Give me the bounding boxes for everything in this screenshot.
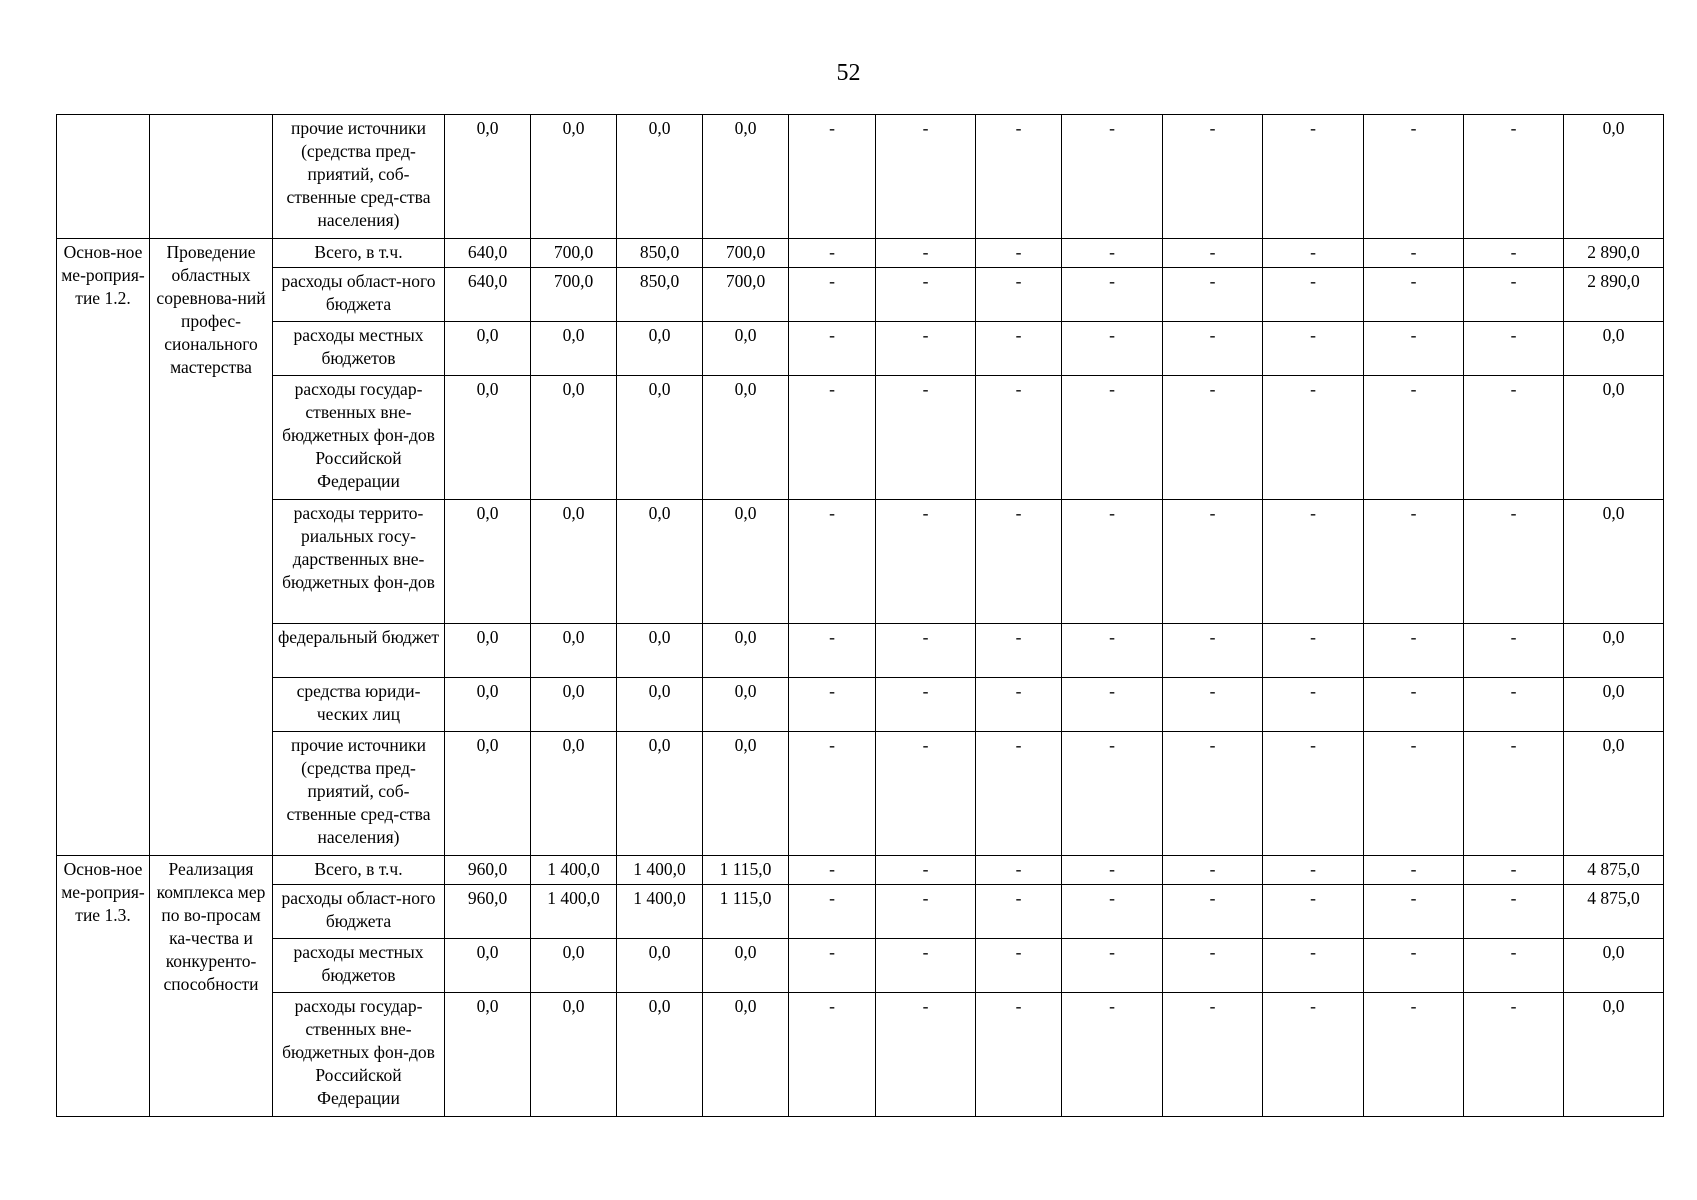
- table-row: [57, 678, 1664, 732]
- funding-source-cell: расходы государ-ственных вне-бюджетных фон-дов Российской Федерации: [273, 376, 445, 500]
- value-cell: 0,0: [703, 678, 789, 732]
- value-cell: -: [1062, 115, 1163, 239]
- value-cell: -: [1464, 268, 1564, 322]
- value-cell: 0,0: [445, 939, 531, 993]
- value-cell: -: [1163, 732, 1263, 856]
- value-cell: -: [1263, 856, 1364, 885]
- activity-code-cell: Основ-ное ме-роприя-тие 1.3.: [57, 856, 150, 1117]
- value-cell: 0,0: [1564, 624, 1664, 678]
- value-cell: -: [1464, 856, 1564, 885]
- funding-source-cell: средства юриди-ческих лиц: [273, 678, 445, 732]
- value-cell: 0,0: [445, 376, 531, 500]
- value-cell: 0,0: [531, 115, 617, 239]
- value-cell: -: [1062, 239, 1163, 268]
- value-cell: -: [1364, 268, 1464, 322]
- value-cell: -: [1163, 115, 1263, 239]
- value-cell: -: [1263, 624, 1364, 678]
- value-cell: -: [1263, 885, 1364, 939]
- value-cell: -: [1163, 500, 1263, 624]
- value-cell: 0,0: [703, 500, 789, 624]
- value-cell: 0,0: [531, 624, 617, 678]
- value-cell: 0,0: [617, 732, 703, 856]
- value-cell: -: [1062, 993, 1163, 1117]
- table-row: [57, 856, 1664, 885]
- value-cell: -: [1062, 885, 1163, 939]
- value-cell: 0,0: [445, 322, 531, 376]
- value-cell: 0,0: [531, 993, 617, 1117]
- funding-source-cell: федеральный бюджет: [273, 624, 445, 678]
- value-cell: -: [976, 624, 1062, 678]
- value-cell: -: [1464, 993, 1564, 1117]
- value-cell: -: [1364, 678, 1464, 732]
- value-cell: 960,0: [445, 856, 531, 885]
- funding-source-cell: Всего, в т.ч.: [273, 239, 445, 268]
- value-cell: 0,0: [531, 939, 617, 993]
- value-cell: -: [1464, 239, 1564, 268]
- value-cell: 4 875,0: [1564, 885, 1664, 939]
- value-cell: 0,0: [703, 624, 789, 678]
- value-cell: 0,0: [617, 376, 703, 500]
- value-cell: -: [1464, 885, 1564, 939]
- value-cell: 0,0: [1564, 678, 1664, 732]
- value-cell: -: [1364, 885, 1464, 939]
- funding-source-cell: расходы местных бюджетов: [273, 322, 445, 376]
- table-row: [57, 885, 1664, 939]
- value-cell: -: [976, 376, 1062, 500]
- value-cell: 0,0: [531, 732, 617, 856]
- value-cell: 0,0: [617, 939, 703, 993]
- value-cell: -: [789, 115, 876, 239]
- value-cell: -: [789, 732, 876, 856]
- value-cell: -: [1263, 678, 1364, 732]
- table-row: [57, 500, 1664, 624]
- value-cell: 0,0: [445, 678, 531, 732]
- value-cell: -: [876, 239, 976, 268]
- value-cell: -: [876, 376, 976, 500]
- value-cell: -: [1464, 500, 1564, 624]
- value-cell: -: [1062, 624, 1163, 678]
- value-cell: -: [1464, 322, 1564, 376]
- value-cell: -: [976, 993, 1062, 1117]
- value-cell: -: [1062, 322, 1163, 376]
- value-cell: -: [789, 993, 876, 1117]
- table-row: [57, 732, 1664, 856]
- funding-source-cell: расходы област-ного бюджета: [273, 268, 445, 322]
- value-cell: 700,0: [531, 268, 617, 322]
- value-cell: -: [1364, 856, 1464, 885]
- funding-source-cell: прочие источники (средства пред-приятий, соб-ственные сред-ства населения): [273, 732, 445, 856]
- value-cell: 0,0: [531, 322, 617, 376]
- value-cell: 0,0: [445, 115, 531, 239]
- value-cell: -: [1263, 115, 1364, 239]
- value-cell: -: [1163, 624, 1263, 678]
- value-cell: 0,0: [445, 732, 531, 856]
- value-cell: -: [1062, 856, 1163, 885]
- value-cell: -: [1364, 376, 1464, 500]
- value-cell: -: [1364, 115, 1464, 239]
- funding-source-cell: расходы област-ного бюджета: [273, 885, 445, 939]
- value-cell: 640,0: [445, 239, 531, 268]
- empty-name-cell: [150, 115, 273, 239]
- value-cell: -: [876, 993, 976, 1117]
- value-cell: -: [976, 678, 1062, 732]
- value-cell: 700,0: [703, 268, 789, 322]
- value-cell: 0,0: [445, 500, 531, 624]
- value-cell: -: [1062, 268, 1163, 322]
- value-cell: 1 400,0: [617, 885, 703, 939]
- funding-source-cell: Всего, в т.ч.: [273, 856, 445, 885]
- value-cell: 0,0: [617, 115, 703, 239]
- value-cell: 1 400,0: [531, 856, 617, 885]
- value-cell: -: [976, 856, 1062, 885]
- funding-source-cell: прочие источники (средства пред-приятий, соб-ственные сред-ства населения): [273, 115, 445, 239]
- value-cell: -: [789, 376, 876, 500]
- value-cell: 2 890,0: [1564, 239, 1664, 268]
- value-cell: -: [1163, 856, 1263, 885]
- page-number: 52: [836, 60, 861, 86]
- value-cell: -: [976, 939, 1062, 993]
- value-cell: 640,0: [445, 268, 531, 322]
- value-cell: -: [1263, 376, 1364, 500]
- value-cell: -: [876, 624, 976, 678]
- value-cell: -: [876, 885, 976, 939]
- value-cell: -: [976, 732, 1062, 856]
- table-row: [57, 376, 1664, 500]
- table-row: [57, 939, 1664, 993]
- value-cell: -: [1364, 939, 1464, 993]
- value-cell: 0,0: [1564, 500, 1664, 624]
- value-cell: -: [876, 678, 976, 732]
- value-cell: 0,0: [1564, 939, 1664, 993]
- value-cell: -: [1263, 239, 1364, 268]
- value-cell: -: [789, 885, 876, 939]
- value-cell: 0,0: [703, 732, 789, 856]
- value-cell: -: [976, 115, 1062, 239]
- table-row: [57, 322, 1664, 376]
- funding-source-cell: расходы террито-риальных госу-дарственных вне-бюджетных фон-дов: [273, 500, 445, 624]
- value-cell: -: [789, 624, 876, 678]
- value-cell: -: [1163, 993, 1263, 1117]
- value-cell: 0,0: [617, 993, 703, 1117]
- value-cell: -: [789, 322, 876, 376]
- value-cell: -: [789, 268, 876, 322]
- value-cell: -: [789, 856, 876, 885]
- value-cell: 0,0: [531, 376, 617, 500]
- value-cell: -: [1062, 939, 1163, 993]
- empty-code-cell: [57, 115, 150, 239]
- value-cell: -: [976, 322, 1062, 376]
- value-cell: 0,0: [1564, 993, 1664, 1117]
- value-cell: 960,0: [445, 885, 531, 939]
- value-cell: 0,0: [617, 322, 703, 376]
- value-cell: -: [1364, 239, 1464, 268]
- value-cell: -: [789, 678, 876, 732]
- value-cell: -: [1464, 732, 1564, 856]
- value-cell: -: [1263, 268, 1364, 322]
- value-cell: 0,0: [1564, 376, 1664, 500]
- table-row: [57, 624, 1664, 678]
- budget-table: [56, 114, 1664, 1117]
- value-cell: 0,0: [1564, 732, 1664, 856]
- value-cell: -: [1263, 993, 1364, 1117]
- value-cell: 1 115,0: [703, 885, 789, 939]
- value-cell: -: [1163, 939, 1263, 993]
- table-row: [57, 268, 1664, 322]
- value-cell: -: [1062, 732, 1163, 856]
- activity-name-cell: Реализация комплекса мер по во-просам ка-чества и конкуренто-способности: [150, 856, 273, 1117]
- value-cell: 0,0: [1564, 322, 1664, 376]
- value-cell: -: [876, 268, 976, 322]
- value-cell: 850,0: [617, 239, 703, 268]
- value-cell: 0,0: [703, 939, 789, 993]
- value-cell: -: [876, 732, 976, 856]
- value-cell: 0,0: [703, 993, 789, 1117]
- value-cell: -: [1263, 322, 1364, 376]
- value-cell: -: [1163, 322, 1263, 376]
- value-cell: 700,0: [531, 239, 617, 268]
- value-cell: -: [976, 239, 1062, 268]
- value-cell: 1 115,0: [703, 856, 789, 885]
- table-row: [57, 115, 1664, 239]
- value-cell: -: [789, 939, 876, 993]
- value-cell: 0,0: [531, 500, 617, 624]
- value-cell: -: [976, 500, 1062, 624]
- value-cell: -: [1364, 732, 1464, 856]
- value-cell: -: [1464, 376, 1564, 500]
- value-cell: -: [1263, 939, 1364, 993]
- value-cell: 0,0: [445, 624, 531, 678]
- value-cell: -: [1062, 678, 1163, 732]
- value-cell: 850,0: [617, 268, 703, 322]
- value-cell: -: [1364, 500, 1464, 624]
- value-cell: -: [876, 856, 976, 885]
- value-cell: -: [1263, 732, 1364, 856]
- value-cell: -: [1163, 678, 1263, 732]
- value-cell: -: [1464, 115, 1564, 239]
- funding-source-cell: расходы государ-ственных вне-бюджетных фон-дов Российской Федерации: [273, 993, 445, 1117]
- table-row: [57, 239, 1664, 268]
- value-cell: 0,0: [703, 322, 789, 376]
- value-cell: 0,0: [531, 678, 617, 732]
- value-cell: -: [1062, 500, 1163, 624]
- activity-code-cell: Основ-ное ме-роприя-тие 1.2.: [57, 239, 150, 856]
- value-cell: -: [1464, 678, 1564, 732]
- value-cell: -: [1163, 239, 1263, 268]
- value-cell: -: [1163, 268, 1263, 322]
- value-cell: -: [789, 500, 876, 624]
- value-cell: 0,0: [1564, 115, 1664, 239]
- value-cell: -: [1364, 624, 1464, 678]
- value-cell: -: [1062, 376, 1163, 500]
- value-cell: 0,0: [703, 115, 789, 239]
- value-cell: 700,0: [703, 239, 789, 268]
- value-cell: -: [1263, 500, 1364, 624]
- value-cell: -: [1464, 624, 1564, 678]
- funding-source-cell: расходы местных бюджетов: [273, 939, 445, 993]
- value-cell: -: [1163, 885, 1263, 939]
- value-cell: 1 400,0: [531, 885, 617, 939]
- value-cell: 0,0: [703, 376, 789, 500]
- value-cell: -: [1464, 939, 1564, 993]
- value-cell: 2 890,0: [1564, 268, 1664, 322]
- value-cell: -: [876, 939, 976, 993]
- value-cell: -: [876, 322, 976, 376]
- table-row: [57, 993, 1664, 1117]
- value-cell: -: [876, 115, 976, 239]
- value-cell: 0,0: [445, 993, 531, 1117]
- value-cell: 0,0: [617, 678, 703, 732]
- value-cell: 1 400,0: [617, 856, 703, 885]
- value-cell: -: [789, 239, 876, 268]
- value-cell: -: [876, 500, 976, 624]
- value-cell: -: [1364, 993, 1464, 1117]
- value-cell: -: [1163, 376, 1263, 500]
- activity-name-cell: Проведение областных соревнова-ний профес-сионального мастерства: [150, 239, 273, 856]
- value-cell: -: [976, 885, 1062, 939]
- value-cell: 4 875,0: [1564, 856, 1664, 885]
- value-cell: 0,0: [617, 624, 703, 678]
- value-cell: 0,0: [617, 500, 703, 624]
- value-cell: -: [976, 268, 1062, 322]
- value-cell: -: [1364, 322, 1464, 376]
